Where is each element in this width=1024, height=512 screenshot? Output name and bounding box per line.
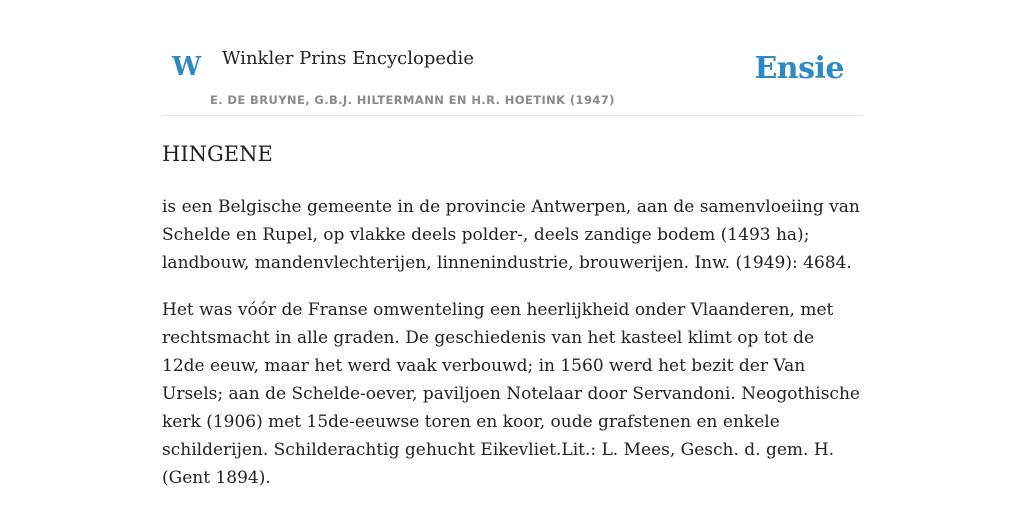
entry-body — [162, 193, 862, 511]
page-header — [162, 40, 862, 116]
publication-title[interactable]: Winkler Prins Encyclopedie — [222, 48, 474, 69]
publication-authors: E. DE BRUYNE, G.B.J. HILTERMANN EN H.R. HOETINK (1947) — [210, 93, 615, 107]
entry-paragraph: is een Belgische gemeente in de provincie Antwerpen, aan de samenvloeiing van Schelde en Rupel, op vlakke deels polder-, deels zandige bodem (1493 ha); landbouw, mandenvlechterijen, linnenindustrie, brouwerijen. Inw. (1949): 4684. — [162, 197, 860, 273]
publication-logo[interactable]: W — [172, 52, 202, 82]
entry-title: HINGENE — [162, 142, 273, 166]
site-logo[interactable]: Ensie — [754, 51, 844, 86]
entry-paragraph: Het was vóór de Franse omwenteling een heerlijkheid onder Vlaanderen, met rechtsmacht in alle graden. De geschiedenis van het kasteel klimt op tot de 12de eeuw, maar het werd vaak verbouwd; in 1560 werd het bezit der Van Ursels; aan de Schelde-oever, paviljoen Notelaar door Servandoni. Neogothische kerk (1906) met 15de-eeuwse toren en koor, oude grafstenen en enkele schilderijen. Schilderachtig gehucht Eikevliet.Lit.: L. Mees, Gesch. d. gem. H. (Gent 1894). — [162, 300, 860, 488]
